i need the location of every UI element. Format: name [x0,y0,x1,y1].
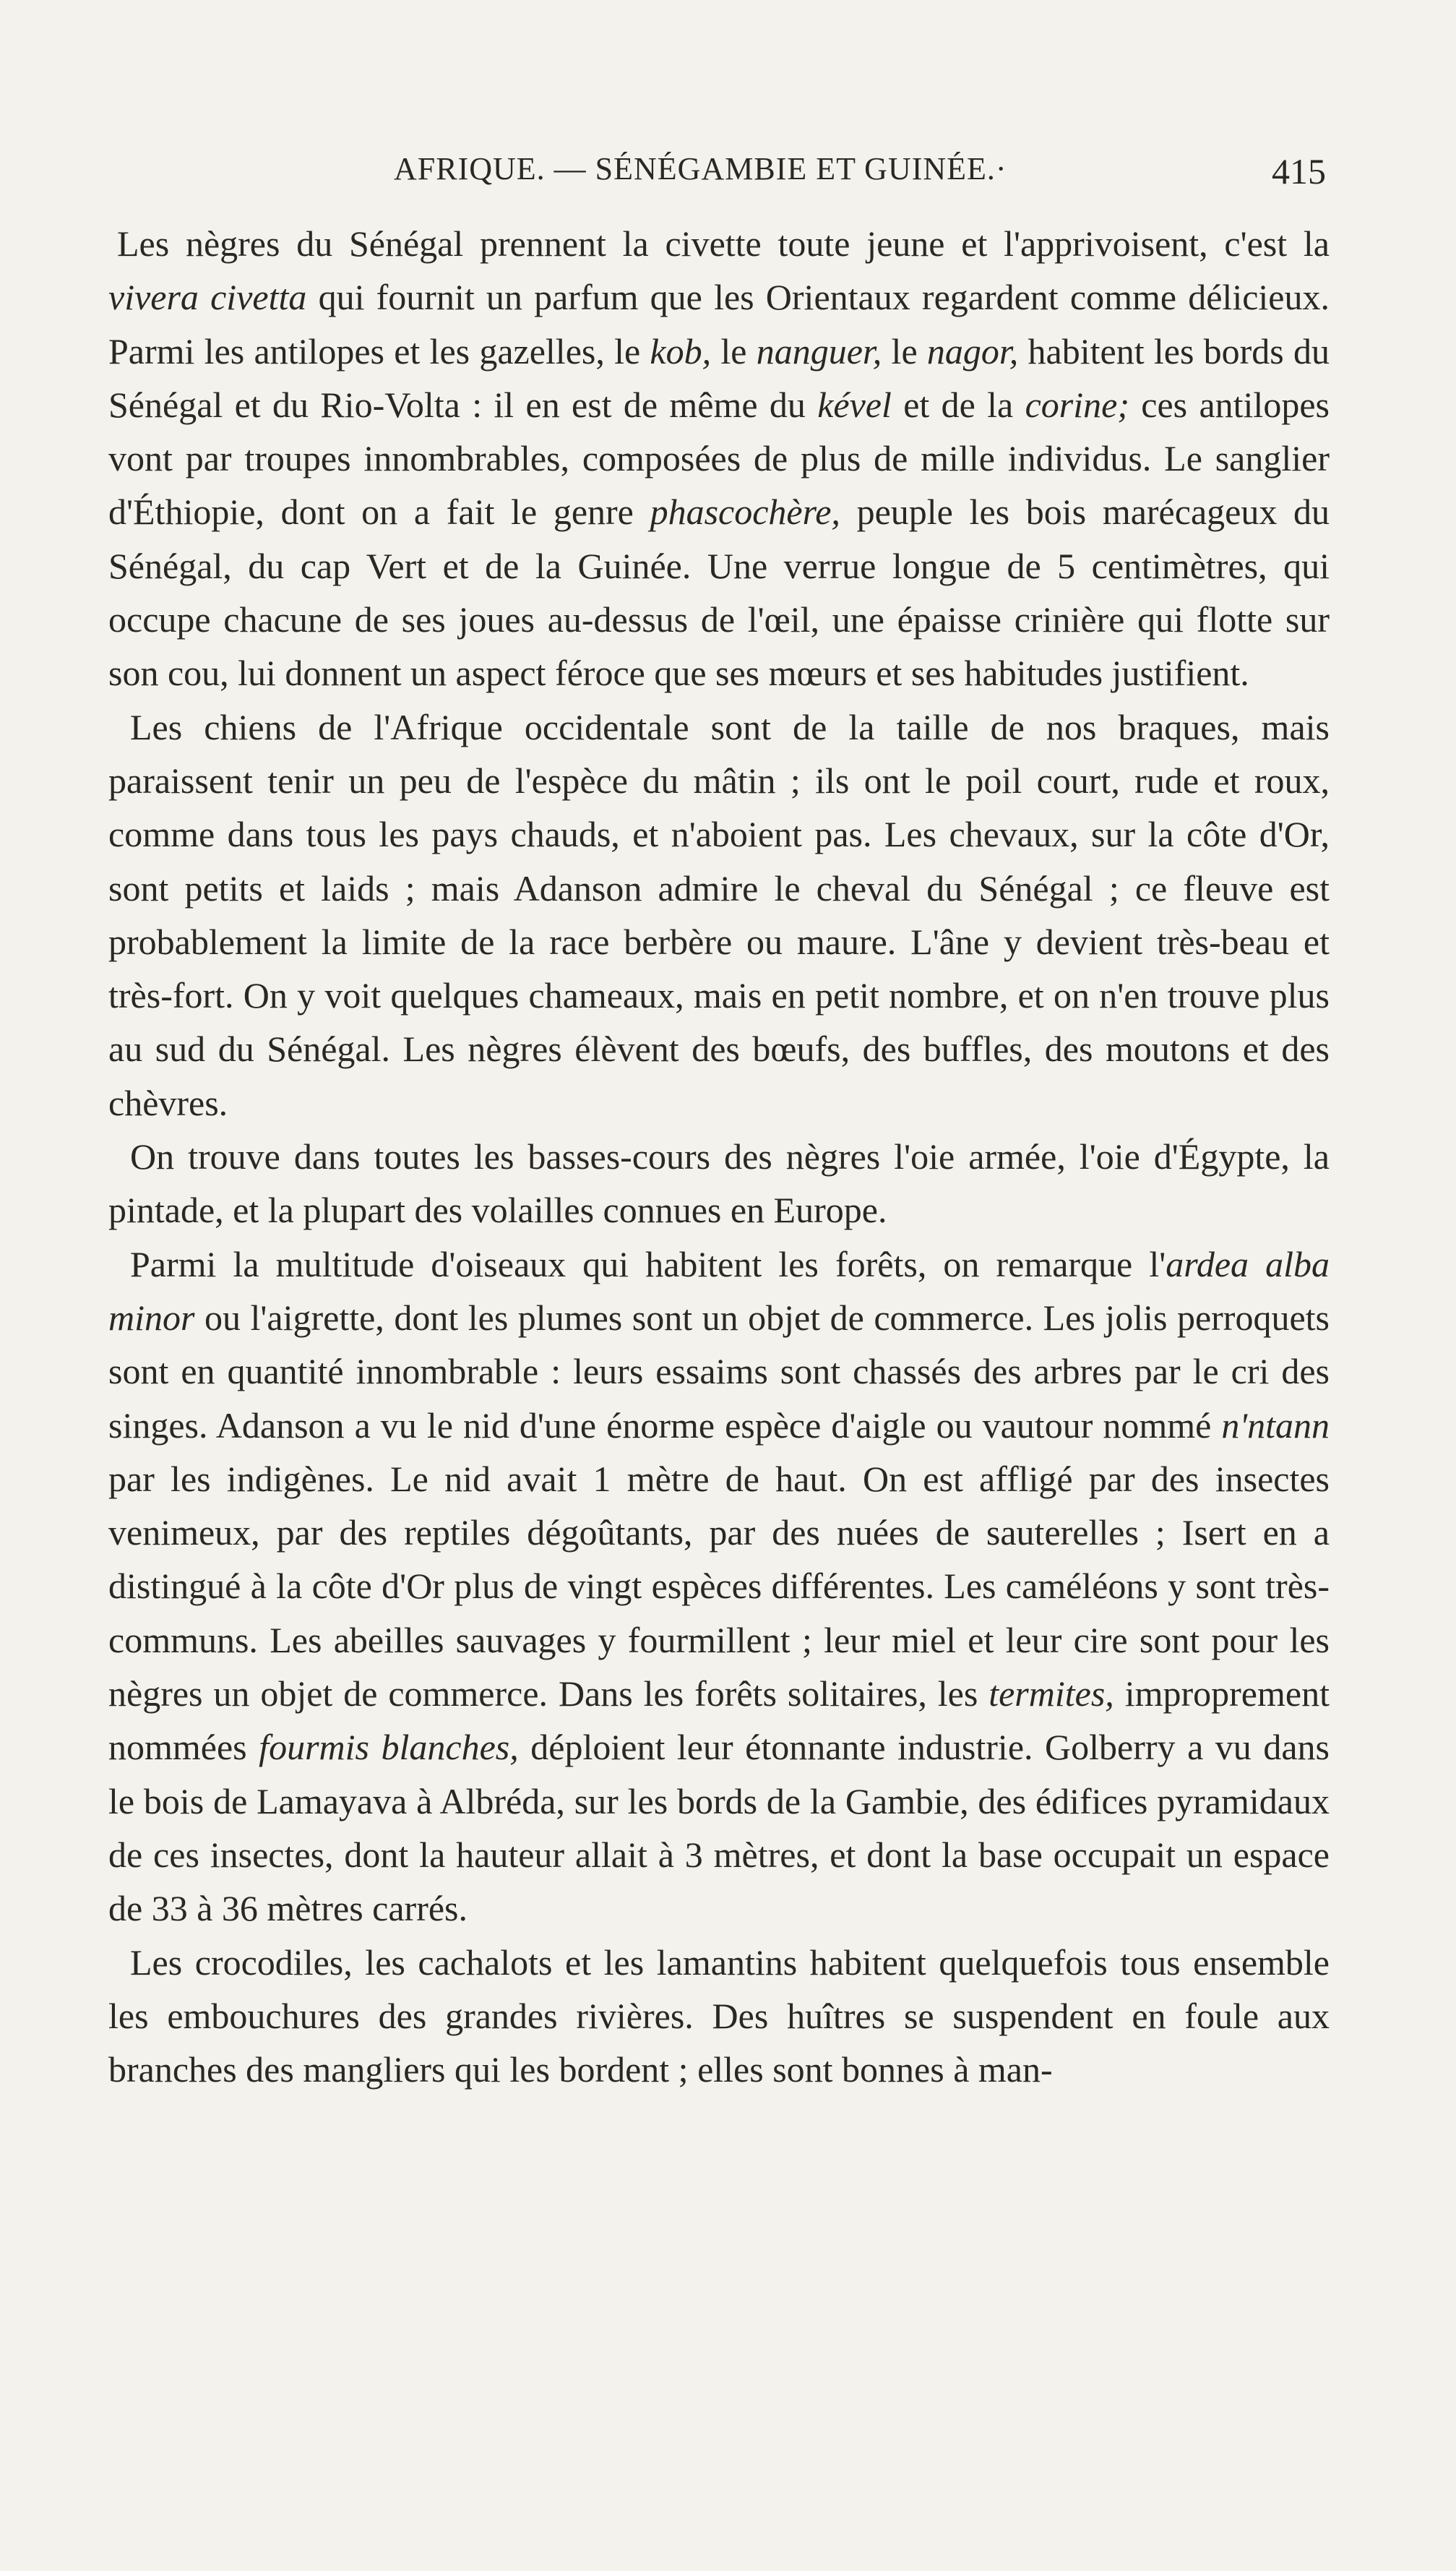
paragraph-civette-antilopes [108,217,1330,700]
italic-term-ardea-alba-minor: ardea alba minor [108,1243,1330,1338]
italic-term-kob: kob, [650,330,712,372]
italic-term-nntann: n'ntann [1221,1404,1330,1446]
text-segment: Les chiens de l'Afrique occidentale sont de la taille de nos braques, mais paraissent tenir un peu de l'espèce du mâtin ; ils ont le poil court, rude et roux, comme dans tous les pays chauds, et n'aboient pas. Les chevaux, sur la côte d'Or, sont petits et laids ; mais Adanson admire le cheval du Sénégal ; ce fleuve est probablement la limite de la race berbère ou maure. L'âne y devient très-beau et très-fort. On y voit quelques chameaux, mais en petit nombre, et on n'en trouve plus au sud du Sénégal. Les nègres élèvent des bœufs, des buffles, des moutons et des chèvres. [108,706,1330,1123]
paragraph-chiens-chevaux [108,700,1330,1130]
text-segment: Parmi la multitude d'oiseaux qui habitent les forêts, on remarque l' [130,1243,1166,1284]
running-title: AFRIQUE. — SÉNÉGAMBIE ET GUINÉE.· [394,151,1007,186]
italic-term-termites: termites, [988,1673,1114,1714]
text-segment: déploient leur étonnante industrie. Golberry a vu dans le bois de Lamayava à Albréda, sur les bords de la Gambie, des édifices pyramidaux de ces insectes, dont la hauteur allait à 3 mètres, et dont la base occupait un espace de 33 à 36 mètres carrés. [108,1727,1330,1929]
text-segment: ou l'aigrette, dont les plumes sont un objet de commerce. Les jolis perroquets sont en quantité innombrable : leurs essaims sont chassés des arbres par le cri des singes. Adanson a vu le nid d'une énorme espèce d'aigle ou vautour nommé [108,1297,1330,1446]
text-segment: Les nègres du Sénégal prennent la civette toute jeune et l'apprivoisent, c'est la [117,223,1330,264]
text-segment: par les indigènes. Le nid avait 1 mètre de haut. On est affligé par des insectes venimeux, par des reptiles dégoûtants, par des nuées de sauterelles ; Isert en a distingué à la côte d'Or plus de vingt espèces différentes. Les caméléons y sont très-communs. Les abeilles sauvages y fourmillent ; leur miel et leur cire sont pour les nègres un objet de commerce. Dans les forêts solitaires, les [108,1458,1330,1714]
text-segment: le [711,330,757,372]
text-segment: ces antilopes vont par troupes innombrables, composées de plus de mille individus. Le sanglier d'Éthiopie, dont on a fait le genre [108,384,1330,533]
text-body [108,217,1330,2096]
text-segment: On trouve dans toutes les basses-cours des nègres l'oie armée, l'oie d'Égypte, la pintade, et la plupart des volailles connues en Europe. [108,1136,1330,1231]
text-segment: le [882,330,927,372]
paragraph-basses-cours [108,1130,1330,1237]
italic-term-nanguer: nanguer, [756,330,882,372]
text-segment: et de la [891,384,1025,425]
italic-term-kevel: kével [817,384,892,425]
text-segment: peuple les bois marécageux du Sénégal, du cap Vert et de la Guinée. Une verrue longue de 5 centimètres, qui occupe chacune de ses joues au-dessus de l'œil, une épaisse crinière qui flotte sur son cou, lui donnent un aspect féroce que ses mœurs et ses habitudes justifient. [108,492,1330,694]
page-number: 415 [1272,151,1326,192]
text-segment: Les crocodiles, les cachalots et les lamantins habitent quelquefois tous ensemble les embouchures des grandes rivières. Des huîtres se suspendent en foule aux branches des mangliers qui les bordent ; elles sont bonnes à man- [108,1941,1330,2090]
text-segment: qui fournit un parfum que les Orientaux regardent comme délicieux. Parmi les antilopes et les gazelles, le [108,277,1330,372]
text-segment: habitent les bords du Sénégal et du Rio-Volta : il en est de même du [108,330,1330,425]
italic-term-corine: corine; [1025,384,1129,425]
paragraph-crocodiles-huitres [108,1936,1330,2097]
italic-term-vivera-civetta: vivera civetta [108,277,307,318]
italic-term-phascochere: phascochère, [650,492,840,533]
italic-term-nagor: nagor, [926,330,1019,372]
italic-term-fourmis-blanches: fourmis blanches, [259,1727,519,1768]
text-segment: improprement nommées [108,1673,1330,1768]
paragraph-oiseaux-insectes [108,1237,1330,1936]
page-header [394,150,1326,201]
